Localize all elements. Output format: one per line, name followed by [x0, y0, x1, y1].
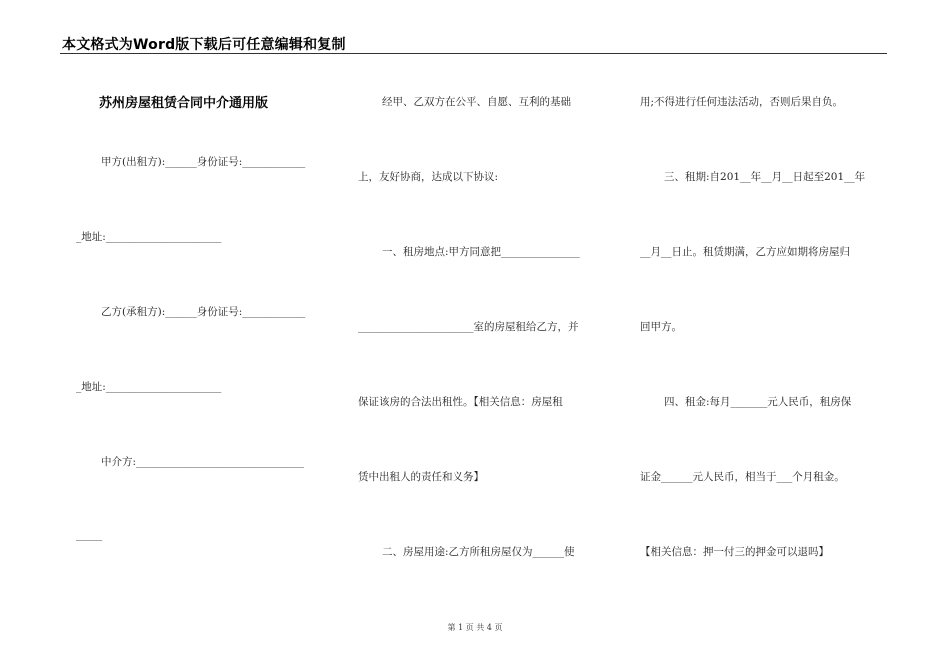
- body-text-line: __月__日止。租赁期满，乙方应如期将房屋归: [640, 246, 850, 258]
- party-b-address-line: _地址:______________________: [76, 381, 222, 393]
- body-text-line: 四、租金:每月_______元人民币，租房保: [664, 396, 852, 408]
- body-text-line: 回甲方。: [640, 321, 682, 333]
- document-title: 苏州房屋租赁合同中介通用版: [99, 96, 269, 111]
- body-text-line: 三、租期:自201__年__月__日起至201__年: [664, 171, 866, 183]
- body-text-line: 上，友好协商，达成以下协议:: [358, 171, 499, 183]
- agent-continuation-line: _____: [76, 529, 103, 541]
- body-text-line: 保证该房的合法出租性。【相关信息：房屋租: [358, 396, 563, 408]
- body-text-line: 用;不得进行任何违法活动，否则后果自负。: [640, 96, 844, 108]
- body-text-line: 【相关信息：押一付三的押金可以退吗】: [640, 546, 829, 558]
- document-header: 本文格式为Word版下载后可任意编辑和复制: [62, 37, 346, 53]
- party-a-line: 甲方(出租方):______身份证号:____________: [101, 156, 306, 168]
- party-a-address-line: _地址:______________________: [76, 231, 222, 243]
- agent-line: 中介方:________________________________: [101, 456, 305, 468]
- body-text-line: 经甲、乙双方在公平、自愿、互利的基础: [382, 96, 571, 108]
- page-number: 第 1 页 共 4 页: [447, 623, 503, 632]
- body-text-line: 证金______元人民币，相当于___个月租金。: [640, 471, 845, 483]
- header-divider: [60, 53, 887, 54]
- body-text-line: 二、房屋用途:乙方所租房屋仅为______使: [382, 546, 575, 558]
- body-text-line: 一、租房地点:甲方同意把_______________: [382, 246, 580, 258]
- body-text-line: ______________________室的房屋租给乙方，并: [358, 321, 579, 333]
- body-text-line: 赁中出租人的责任和义务】: [358, 471, 484, 483]
- party-b-line: 乙方(承租方):______身份证号:____________: [101, 306, 306, 318]
